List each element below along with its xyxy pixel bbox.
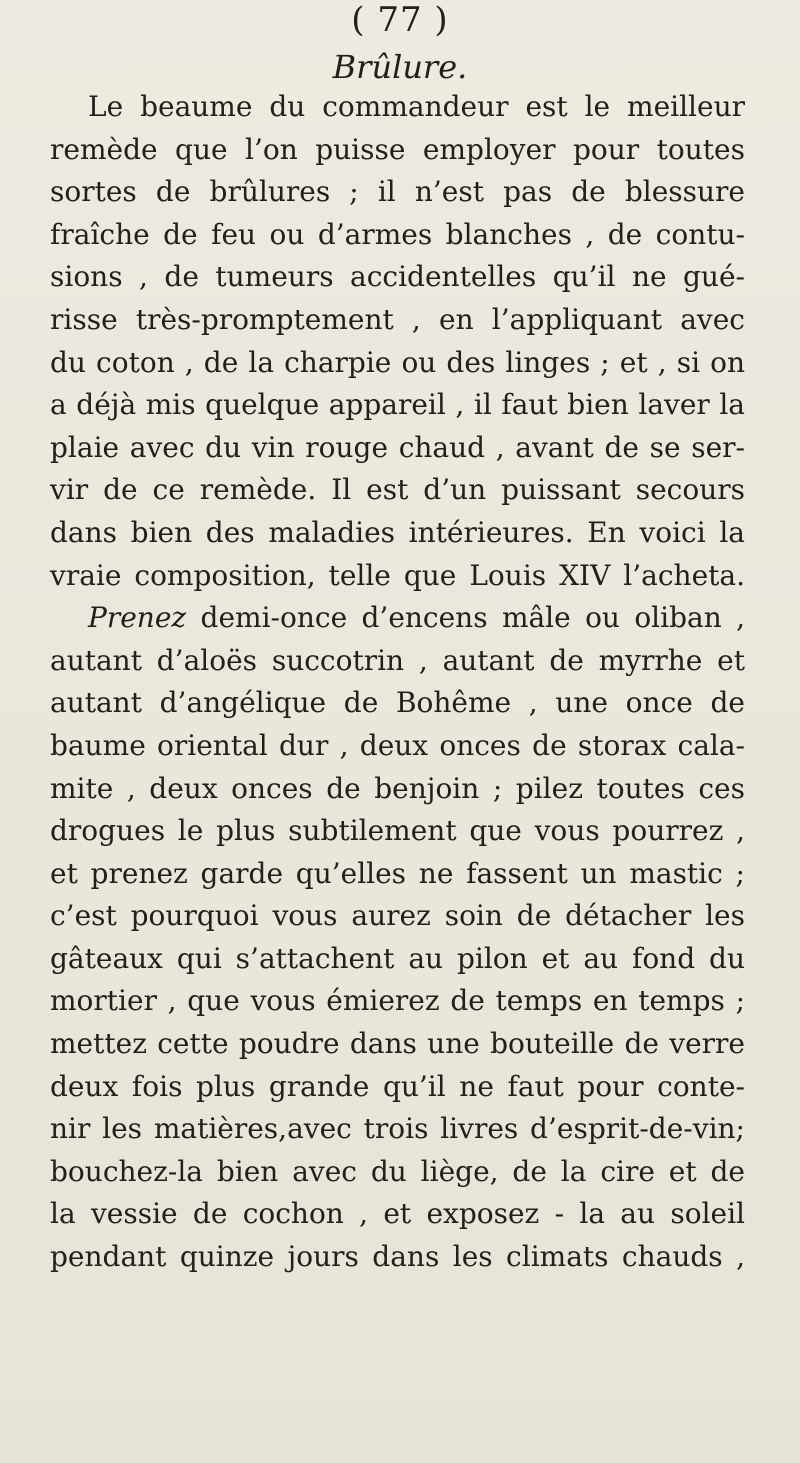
- text-line: vir de ce remède. Il est d’un puissant secours: [50, 473, 745, 507]
- text-line: sortes de brûlures ; il n’est pas de blessure: [50, 175, 745, 209]
- recipe-first-line-rest: demi-once d’encens mâle ou oliban ,: [200, 601, 746, 635]
- text-line: et prenez garde qu’elles ne fassent un mastic ;: [50, 856, 745, 890]
- text-line: pendant quinze jours dans les climats chauds ,: [50, 1240, 745, 1274]
- text-line: bouchez-la bien avec du liège, de la cire et de: [50, 1154, 745, 1188]
- recipe-first-line: [50, 597, 745, 640]
- body-text: [50, 86, 745, 1279]
- text-line: Le beaume du commandeur est le meilleur: [88, 90, 745, 123]
- text-line: a déjà mis quelque appareil , il faut bien laver la: [50, 388, 745, 422]
- text-line: vraie composition, telle que Louis XIV l’acheta.: [50, 558, 745, 592]
- text-line: gâteaux qui s’attachent au pilon et au fond du: [50, 941, 745, 975]
- text-line: risse très-promptement , en l’appliquant avec: [50, 302, 745, 336]
- text-line: c’est pourquoi vous aurez soin de détacher les: [50, 899, 745, 933]
- text-line: mortier , que vous émierez de temps en temps ;: [50, 984, 745, 1018]
- text-line: autant d’aloës succotrin , autant de myrrhe et: [50, 643, 745, 677]
- text-line: remède que l’on puisse employer pour toutes: [50, 132, 745, 166]
- text-line: mettez cette poudre dans une bouteille de verre: [50, 1027, 745, 1061]
- text-line: drogues le plus subtilement que vous pourrez ,: [50, 814, 745, 848]
- text-line: dans bien des maladies intérieures. En voici la: [50, 515, 745, 549]
- text-line: fraîche de feu ou d’armes blanches , de contu-: [50, 217, 745, 251]
- text-line: mite , deux onces de benjoin ; pilez toutes ces: [50, 771, 745, 805]
- section-title: Brûlure.: [332, 48, 468, 86]
- text-line: autant d’angélique de Bohême , une once de: [50, 686, 745, 720]
- text-line: la vessie de cochon , et exposez - la au soleil: [50, 1197, 745, 1231]
- text-line: du coton , de la charpie ou des linges ; et , si on: [50, 345, 745, 379]
- text-line: nir les matières,avec trois livres d’esprit-de-vin;: [50, 1112, 745, 1146]
- text-line: sions , de tumeurs accidentelles qu’il ne gué-: [50, 260, 745, 294]
- text-line: deux fois plus grande qu’il ne faut pour conte-: [50, 1069, 745, 1103]
- text-line: plaie avec du vin rouge chaud , avant de se ser-: [50, 430, 745, 464]
- page-number: ( 77 ): [351, 0, 449, 40]
- text-line: baume oriental dur , deux onces de storax cala-: [50, 728, 745, 762]
- recipe-lead-word: Prenez: [88, 601, 187, 635]
